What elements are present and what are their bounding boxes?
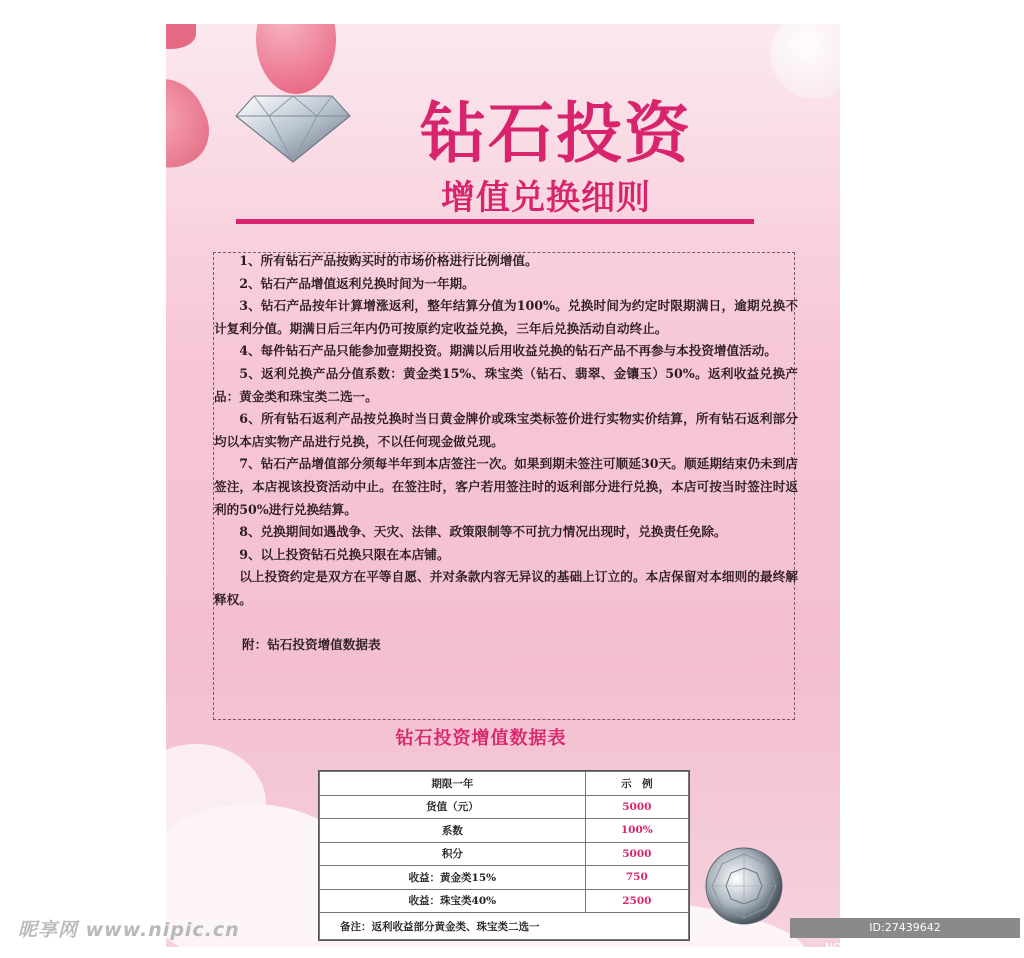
table-row [320,795,689,819]
table-header-cell: 期限一年 [320,772,586,796]
table-label-cell: 收益：珠宝类40% [320,889,586,913]
heart-decoration [166,24,196,49]
table-value-cell: 5000 [585,795,688,819]
round-diamond-icon [704,846,784,926]
poster [166,24,840,947]
rule-item: 9、以上投资钻石兑换只限在本店铺。 [239,546,450,562]
heart-decoration [166,66,221,181]
rule-item: 7、钻石产品增值部分须每半年到本店签注一次。如果到期未签注可顺延30天。顺延期结束仍未到店签注，本店视该投资活动中止。在签注时，客户若用签注时的返利部分进行兑换，本店可按当时签注时返利的50%进行兑换结算。 [214,456,798,517]
rule-item: 5、返利兑换产品分值系数：黄金类15%、珠宝类（钻石、翡翠、金镶玉）50%。返利收益兑换产品：黄金类和珠宝类二选一。 [214,365,798,404]
table-value-cell: 100% [585,819,688,843]
table-row [320,842,689,866]
table-row [320,866,689,890]
table-label-cell: 收益：黄金类15% [320,866,586,890]
rule-item: 6、所有钻石返利产品按兑换时当日黄金牌价或珠宝类标签价进行实物实价结算，所有钻石返利部分均以本店实物产品进行兑换，不以任何现金做兑现。 [214,411,798,449]
page-subtitle: 增值兑换细则 [441,178,651,218]
rule-item: 1、所有钻石产品按购买时的市场价格进行比例增值。 [239,253,538,268]
table-value-cell: 2500 [585,889,688,913]
title-divider [236,219,754,224]
table-row [320,889,689,913]
rule-item: 2、钻石产品增值返利兑换时间为一年期。 [239,275,475,291]
table-note: 备注：返利收益部分黄金类、珠宝类二选一 [320,913,689,940]
table-row [320,819,689,843]
balloon-decoration [256,24,336,94]
data-table [318,770,690,941]
circle-decoration [770,24,840,99]
rules-list [214,250,798,656]
diamond-icon [234,94,352,164]
rule-item: 8、兑换期间如遇战争、天灾、法律、政策限制等不可抗力情况出现时，兑换责任免除。 [239,524,727,540]
image-id-watermark: ID:27439642 NO:20200414230652387000 [790,918,1020,938]
table-label-cell: 系数 [320,819,586,843]
rule-item: 4、每件钻石产品只能参加壹期投资。期满以后用收益兑换的钻石产品不再参与本投资增值活动。 [239,343,777,359]
site-watermark: 昵享网 www.nipic.cn [18,919,240,941]
table-note-row [320,913,689,940]
table-label-cell: 积分 [320,842,586,866]
table-title: 钻石投资增值数据表 [395,728,567,749]
table-header-cell: 示 例 [585,772,688,796]
rule-closing: 以上投资约定是双方在平等自愿、并对条款内容无异议的基础上订立的。本店保留对本细则的最终解释权。 [214,569,798,607]
rule-item: 3、钻石产品按年计算增涨返利，整年结算分值为100%。兑换时间为约定时限期满日，逾期兑换不计复利分值。期满日后三年内仍可按原约定收益兑换，三年后兑换活动自动终止。 [214,298,798,336]
table-value-cell: 750 [585,866,688,890]
table-value-cell: 5000 [585,842,688,866]
table-label-cell: 货值（元） [320,795,586,819]
table-header-row [320,772,689,796]
appendix-label: 附：钻石投资增值数据表 [242,636,381,652]
page-title: 钻石投资 [420,95,692,172]
